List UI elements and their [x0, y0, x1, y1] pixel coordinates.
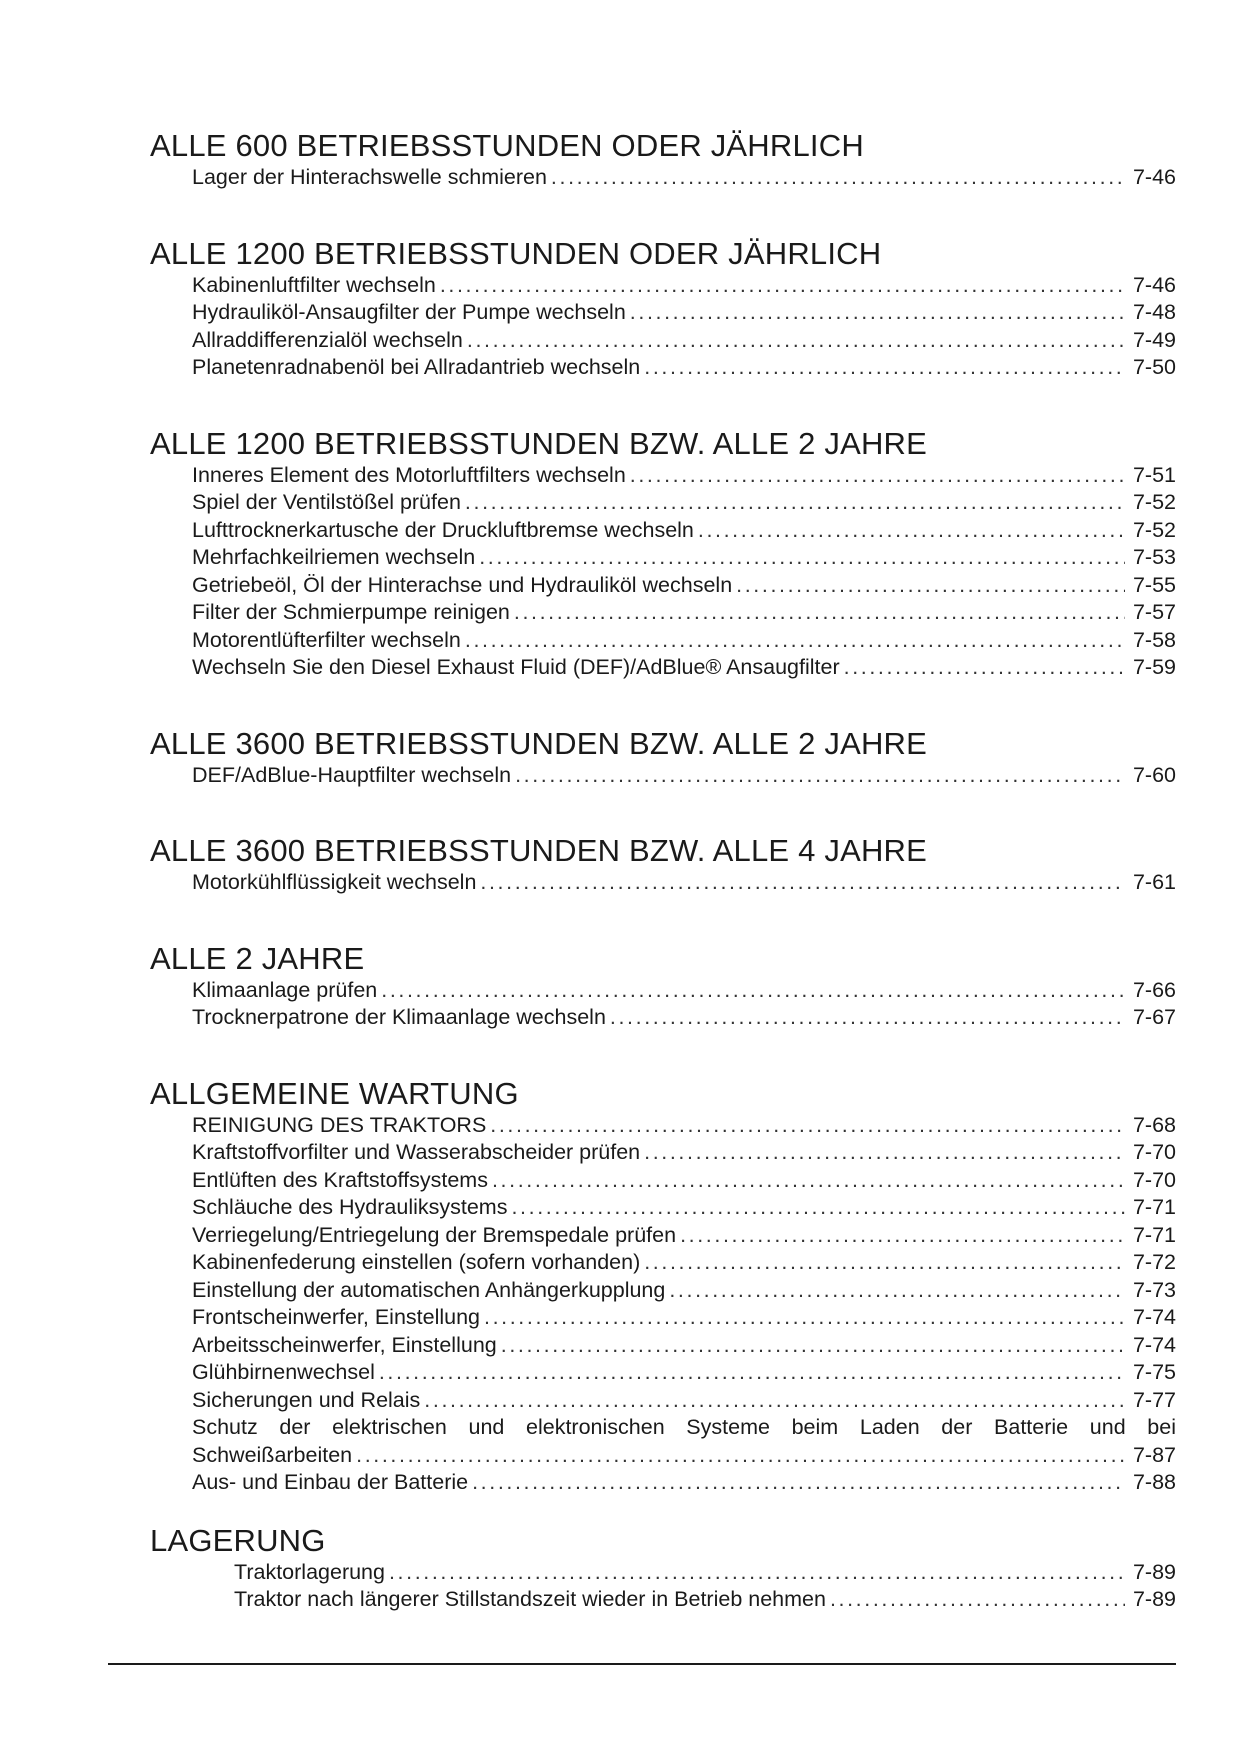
entry-label: Wechseln Sie den Diesel Exhaust Fluid (DEF)/AdBlue® Ansaugfilter [192, 655, 840, 679]
entry-page: 7-75 [1132, 1360, 1176, 1384]
dot-leader [644, 1249, 1125, 1277]
toc-entry[interactable] [150, 164, 1176, 192]
entry-label: Trocknerpatrone der Klimaanlage wechseln [192, 1005, 606, 1029]
toc-entry[interactable] [150, 1359, 1176, 1387]
entry-label: DEF/AdBlue-Hauptfilter wechseln [192, 762, 512, 787]
entry-page: 7-72 [1132, 1250, 1176, 1274]
entry-page: 7-57 [1132, 600, 1176, 624]
section-title: ALLE 600 BETRIEBSSTUNDEN ODER JÄHRLICH [150, 128, 864, 163]
toc-entry[interactable] [150, 1194, 1176, 1222]
toc-entry[interactable] [150, 354, 1176, 382]
toc-section-3600h-2years [150, 726, 1176, 790]
toc-entry[interactable] [150, 1559, 1176, 1587]
section-title: ALLE 1200 BETRIEBSSTUNDEN BZW. ALLE 2 JAHRE [150, 425, 928, 461]
dot-leader [440, 272, 1125, 300]
entry-line2 [192, 1442, 1176, 1470]
dot-leader [644, 1139, 1125, 1167]
toc-entry[interactable] [150, 1112, 1176, 1140]
toc-entry[interactable] [150, 327, 1176, 355]
entry-page: 7-70 [1132, 1167, 1176, 1192]
entry-page: 7-68 [1132, 1112, 1176, 1137]
dot-leader [472, 1469, 1125, 1497]
dot-leader [389, 1559, 1125, 1587]
dot-leader [844, 654, 1125, 682]
entry-page: 7-58 [1132, 627, 1176, 652]
dot-leader [501, 1332, 1125, 1360]
toc-entry[interactable] [150, 1222, 1176, 1250]
dot-leader [484, 1304, 1125, 1332]
entry-label: Sicherungen und Relais [192, 1387, 421, 1412]
entry-label: Verriegelung/Entriegelung der Bremspedale prüfen [192, 1222, 677, 1247]
toc-entry[interactable] [150, 489, 1176, 517]
footer-divider [108, 1663, 1176, 1665]
entry-label: Motorentlüfterfilter wechseln [192, 627, 461, 652]
entry-label: Spiel der Ventilstößel prüfen [192, 490, 461, 514]
toc-entry[interactable] [150, 272, 1176, 300]
entry-page: 7-46 [1132, 272, 1176, 297]
entry-page: 7-66 [1132, 977, 1176, 1002]
section-title: ALLE 1200 BETRIEBSSTUNDEN ODER JÄHRLICH [150, 235, 882, 271]
dot-leader [490, 1112, 1125, 1140]
section-entries [150, 462, 1176, 682]
toc-entry[interactable] [150, 1586, 1176, 1614]
entry-label-line1: Schutz der elektrischen und elektronischen Systeme beim Laden der Batterie und bei [192, 1415, 1176, 1439]
toc-entry[interactable] [150, 1139, 1176, 1167]
entry-page: 7-89 [1132, 1559, 1176, 1584]
entry-label: Kabinenluftfilter wechseln [192, 272, 436, 297]
entry-page: 7-52 [1132, 490, 1176, 514]
toc-section-general-maintenance [150, 1076, 1176, 1497]
dot-leader [424, 1387, 1125, 1415]
entry-label: Mehrfachkeilriemen wechseln [192, 545, 476, 569]
entry-label: Traktorlagerung [234, 1559, 385, 1584]
entry-label: Hydrauliköl-Ansaugfilter der Pumpe wechseln [192, 300, 626, 324]
toc-entry[interactable] [150, 869, 1176, 897]
dot-leader [480, 869, 1125, 897]
section-entries [150, 869, 1176, 897]
entry-page: 7-77 [1132, 1387, 1176, 1412]
toc-entry[interactable] [150, 572, 1176, 600]
toc-entry[interactable] [150, 1167, 1176, 1195]
entry-label: Getriebeöl, Öl der Hinterachse und Hydrauliköl wechseln [192, 572, 733, 597]
entry-label: Einstellung der automatischen Anhängerkupplung [192, 1277, 666, 1302]
entry-label: Glühbirnenwechsel [192, 1360, 375, 1384]
entry-label: Lufttrocknerkartusche der Druckluftbremse wechseln [192, 517, 694, 542]
section-entries [150, 1112, 1176, 1497]
section-entries [150, 164, 1176, 192]
dot-leader [610, 1004, 1125, 1032]
entry-page: 7-70 [1132, 1140, 1176, 1164]
dot-leader [830, 1586, 1125, 1614]
entry-page: 7-88 [1132, 1470, 1176, 1494]
dot-leader [479, 544, 1125, 572]
section-title: LAGERUNG [150, 1522, 326, 1558]
entry-label: Inneres Element des Motorluftfilters wechseln [192, 462, 626, 487]
toc-entry[interactable] [150, 1249, 1176, 1277]
entry-label: Allraddifferenzialöl wechseln [192, 327, 463, 352]
entry-label: Kabinenfederung einstellen (sofern vorhanden) [192, 1250, 641, 1274]
entry-page: 7-51 [1132, 462, 1176, 487]
entry-label: Frontscheinwerfer, Einstellung [192, 1305, 481, 1329]
dot-leader [680, 1222, 1125, 1250]
toc-entry[interactable] [150, 462, 1176, 490]
entry-page: 7-55 [1132, 572, 1176, 597]
toc-entry[interactable] [150, 1277, 1176, 1305]
toc-entry[interactable] [150, 1004, 1176, 1032]
dot-leader [698, 517, 1125, 545]
toc-section-2years [150, 941, 1176, 1032]
entry-label: REINIGUNG DES TRAKTORS [192, 1112, 487, 1137]
toc-entry[interactable] [150, 1304, 1176, 1332]
dot-leader [630, 462, 1125, 490]
section-title: ALLE 2 JAHRE [150, 940, 365, 976]
toc-section-storage [150, 1523, 1176, 1614]
dot-leader [465, 489, 1125, 517]
toc-entry[interactable] [150, 1387, 1176, 1415]
entry-label: Lager der Hinterachswelle schmieren [192, 165, 547, 189]
dot-leader [630, 299, 1125, 327]
section-entries [150, 1559, 1176, 1614]
toc-entry[interactable] [150, 599, 1176, 627]
toc-entry[interactable] [150, 544, 1176, 572]
section-title: ALLGEMEINE WARTUNG [150, 1075, 519, 1111]
dot-leader [467, 327, 1125, 355]
entry-page: 7-52 [1132, 517, 1176, 542]
entry-page: 7-61 [1132, 870, 1176, 894]
section-title: ALLE 3600 BETRIEBSSTUNDEN BZW. ALLE 4 JAHRE [150, 833, 928, 868]
dot-leader [465, 627, 1125, 655]
entry-label: Entlüften des Kraftstoffsystems [192, 1167, 488, 1192]
section-entries [150, 272, 1176, 382]
entry-page: 7-60 [1132, 762, 1176, 787]
dot-leader [492, 1167, 1125, 1195]
toc-entry[interactable] [150, 977, 1176, 1005]
entry-page: 7-49 [1132, 327, 1176, 352]
entry-page: 7-74 [1132, 1332, 1176, 1357]
dot-leader [736, 572, 1125, 600]
entry-page: 7-74 [1132, 1305, 1176, 1329]
dot-leader [381, 977, 1125, 1005]
dot-leader [551, 164, 1125, 192]
toc-entry[interactable] [150, 517, 1176, 545]
entry-label: Filter der Schmierpumpe reinigen [192, 600, 510, 624]
entry-label: Aus- und Einbau der Batterie [192, 1470, 469, 1494]
toc-section-600h [150, 128, 1176, 192]
entry-label: Traktor nach längerer Stillstandszeit wieder in Betrieb nehmen [234, 1587, 826, 1611]
table-of-contents [150, 128, 1176, 1614]
toc-entry[interactable] [150, 1469, 1176, 1497]
toc-section-1200h-2years [150, 426, 1176, 682]
toc-entry[interactable] [150, 654, 1176, 682]
entry-page: 7-59 [1132, 655, 1176, 679]
entry-page: 7-67 [1132, 1005, 1176, 1029]
dot-leader [514, 599, 1125, 627]
dot-leader [515, 762, 1125, 790]
dot-leader [669, 1277, 1125, 1305]
toc-entry[interactable] [150, 627, 1176, 655]
section-title: ALLE 3600 BETRIEBSSTUNDEN BZW. ALLE 2 JAHRE [150, 725, 928, 761]
dot-leader [644, 354, 1125, 382]
entry-label: Kraftstoffvorfilter und Wasserabscheider prüfen [192, 1140, 641, 1164]
dot-leader [379, 1359, 1125, 1387]
dot-leader [356, 1442, 1125, 1470]
entry-page: 7-50 [1132, 355, 1176, 379]
entry-label: Motorkühlflüssigkeit wechseln [192, 870, 477, 894]
toc-section-1200h-yearly [150, 236, 1176, 382]
entry-page: 7-53 [1132, 545, 1176, 569]
entry-page: 7-87 [1132, 1442, 1176, 1467]
entry-page: 7-73 [1132, 1277, 1176, 1302]
toc-entry[interactable] [150, 299, 1176, 327]
entry-page: 7-48 [1132, 300, 1176, 324]
entry-label-line2: Schweißarbeiten [192, 1442, 353, 1467]
entry-page: 7-71 [1132, 1222, 1176, 1247]
toc-entry[interactable] [150, 762, 1176, 790]
entry-page: 7-46 [1132, 165, 1176, 189]
section-entries [150, 977, 1176, 1032]
toc-section-3600h-4years [150, 833, 1176, 897]
entry-label: Klimaanlage prüfen [192, 977, 378, 1002]
section-entries [150, 762, 1176, 790]
toc-entry[interactable] [150, 1332, 1176, 1360]
entry-label: Planetenradnabenöl bei Allradantrieb wechseln [192, 355, 641, 379]
dot-leader [511, 1194, 1124, 1222]
entry-label: Schläuche des Hydrauliksystems [192, 1195, 508, 1219]
entry-page: 7-71 [1132, 1195, 1176, 1219]
entry-page: 7-89 [1132, 1587, 1176, 1611]
toc-entry-multiline[interactable] [150, 1414, 1176, 1469]
entry-label: Arbeitsscheinwerfer, Einstellung [192, 1332, 497, 1357]
